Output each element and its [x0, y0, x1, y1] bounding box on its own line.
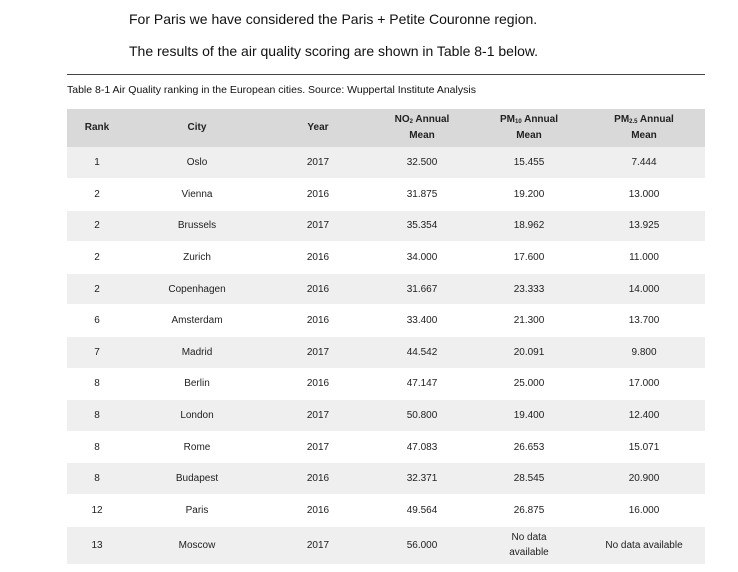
cell-city: Oslo — [186, 157, 208, 169]
section-divider — [67, 74, 705, 75]
cell-rank: 6 — [94, 315, 100, 327]
cell-year: 2016 — [306, 473, 330, 485]
cell-pm25: 7.444 — [631, 157, 657, 169]
cell-pm10: 19.400 — [513, 410, 545, 422]
cell-rank: 8 — [94, 410, 100, 422]
cell-rank: 2 — [94, 252, 100, 264]
table-row — [67, 495, 705, 527]
cell-pm10: 21.300 — [513, 315, 545, 327]
header-pm10-suffix: Annual — [521, 114, 558, 125]
cell-city: Vienna — [181, 188, 213, 200]
cell-pm10: 15.455 — [513, 157, 545, 169]
cell-year: 2017 — [306, 441, 330, 453]
cell-rank: 8 — [94, 441, 100, 453]
cell-rank: 1 — [94, 157, 100, 169]
cell-pm10: 25.000 — [513, 378, 545, 390]
cell-pm10: 23.333 — [513, 283, 545, 295]
header-year: Year — [267, 109, 369, 147]
cell-no2: 33.400 — [406, 315, 438, 327]
cell-no2: 47.147 — [406, 378, 438, 390]
cell-no2: 44.542 — [406, 346, 438, 358]
header-pm25-sub: 2.5 — [629, 119, 638, 125]
header-rank: Rank — [67, 109, 127, 147]
table-row — [67, 273, 705, 305]
cell-no2: 34.000 — [406, 252, 438, 264]
cell-year: 2016 — [306, 504, 330, 516]
cell-city: London — [180, 410, 214, 422]
cell-year: 2017 — [306, 220, 330, 232]
cell-city: Zurich — [183, 252, 211, 264]
header-no2 — [369, 109, 475, 147]
cell-pm25: 13.700 — [628, 315, 660, 327]
cell-city: Budapest — [175, 473, 219, 485]
cell-year: 2016 — [306, 188, 330, 200]
cell-year: 2016 — [306, 315, 330, 327]
header-pm25-prefix: PM — [614, 114, 630, 125]
cell-rank: 8 — [94, 378, 100, 390]
cell-city: Copenhagen — [168, 283, 226, 295]
cell-pm10: 18.962 — [513, 220, 545, 232]
cell-pm25: 14.000 — [628, 283, 660, 295]
cell-pm10: 28.545 — [513, 473, 545, 485]
table-row — [67, 210, 705, 242]
cell-pm25: 20.900 — [628, 473, 660, 485]
header-city: City — [127, 109, 267, 147]
cell-year: 2017 — [306, 410, 330, 422]
table-row — [67, 431, 705, 463]
cell-no2: 50.800 — [406, 410, 438, 422]
cell-no2: 56.000 — [406, 539, 438, 551]
header-pm25 — [583, 109, 705, 147]
cell-rank: 12 — [91, 504, 103, 516]
cell-no2: 31.667 — [406, 283, 438, 295]
cell-rank: 2 — [94, 220, 100, 232]
table-row — [67, 368, 705, 400]
intro-paragraph-1: For Paris we have considered the Paris + Petite Couronne region. — [129, 11, 538, 27]
table-row — [67, 305, 705, 337]
header-no2-suffix: Annual — [413, 114, 450, 125]
cell-pm10: 17.600 — [513, 252, 545, 264]
table-row — [67, 526, 705, 564]
cell-rank: 7 — [94, 346, 100, 358]
cell-pm25: No data available — [605, 539, 683, 551]
cell-no2: 35.354 — [406, 220, 438, 232]
cell-no2: 49.564 — [406, 504, 438, 516]
cell-year: 2016 — [306, 252, 330, 264]
cell-pm25: 13.925 — [628, 220, 660, 232]
cell-rank: 13 — [91, 539, 103, 551]
intro-paragraph-2: The results of the air quality scoring are shown in Table 8-1 below. — [129, 43, 539, 59]
header-pm10-prefix: PM — [500, 114, 515, 125]
table-caption: Table 8-1 Air Quality ranking in the European cities. Source: Wuppertal Institute Analysis — [67, 84, 476, 96]
cell-rank: 2 — [94, 283, 100, 295]
cell-pm10-line2: available — [509, 547, 549, 559]
cell-city: Brussels — [177, 220, 217, 232]
cell-year: 2017 — [306, 539, 330, 551]
table-row — [67, 337, 705, 369]
cell-pm10 — [475, 526, 583, 564]
cell-pm10: 26.653 — [513, 441, 545, 453]
header-pm10-line2: Mean — [516, 130, 542, 141]
header-pm10 — [475, 109, 583, 147]
cell-pm25: 17.000 — [628, 378, 660, 390]
cell-city: Paris — [185, 504, 209, 516]
cell-pm10-line1: No data — [511, 532, 547, 544]
cell-no2: 32.500 — [406, 157, 438, 169]
table-row — [67, 463, 705, 495]
cell-pm10: 20.091 — [513, 346, 545, 358]
table-header-row — [67, 109, 705, 147]
cell-pm25: 15.071 — [628, 441, 660, 453]
cell-year: 2016 — [306, 283, 330, 295]
cell-city: Madrid — [181, 346, 213, 358]
cell-year: 2017 — [306, 157, 330, 169]
cell-pm25: 13.000 — [628, 188, 660, 200]
cell-no2: 47.083 — [406, 441, 438, 453]
cell-city: Rome — [183, 441, 211, 453]
cell-rank: 8 — [94, 473, 100, 485]
header-no2-prefix: NO — [394, 114, 410, 125]
cell-rank: 2 — [94, 188, 100, 200]
cell-pm10: 19.200 — [513, 188, 545, 200]
cell-city: Berlin — [184, 378, 210, 390]
header-no2-sub: 2 — [409, 119, 414, 125]
cell-city: Amsterdam — [171, 315, 223, 327]
cell-pm10: 26.875 — [513, 504, 545, 516]
header-pm25-line2: Mean — [631, 130, 657, 141]
cell-year: 2016 — [306, 378, 330, 390]
air-quality-table — [67, 109, 705, 565]
cell-pm25: 11.000 — [629, 252, 659, 264]
cell-pm25: 16.000 — [628, 504, 660, 516]
table-row — [67, 147, 705, 179]
cell-no2: 31.875 — [406, 188, 438, 200]
table-row — [67, 400, 705, 432]
header-no2-line2: Mean — [409, 130, 435, 141]
table-row — [67, 242, 705, 274]
header-pm25-suffix: Annual — [637, 114, 674, 125]
cell-no2: 32.371 — [406, 473, 438, 485]
cell-year: 2017 — [306, 346, 330, 358]
table-row — [67, 179, 705, 211]
cell-pm25: 12.400 — [628, 410, 660, 422]
cell-pm25: 9.800 — [631, 346, 657, 358]
header-pm10-sub: 10 — [515, 119, 522, 125]
cell-city: Moscow — [178, 539, 216, 551]
